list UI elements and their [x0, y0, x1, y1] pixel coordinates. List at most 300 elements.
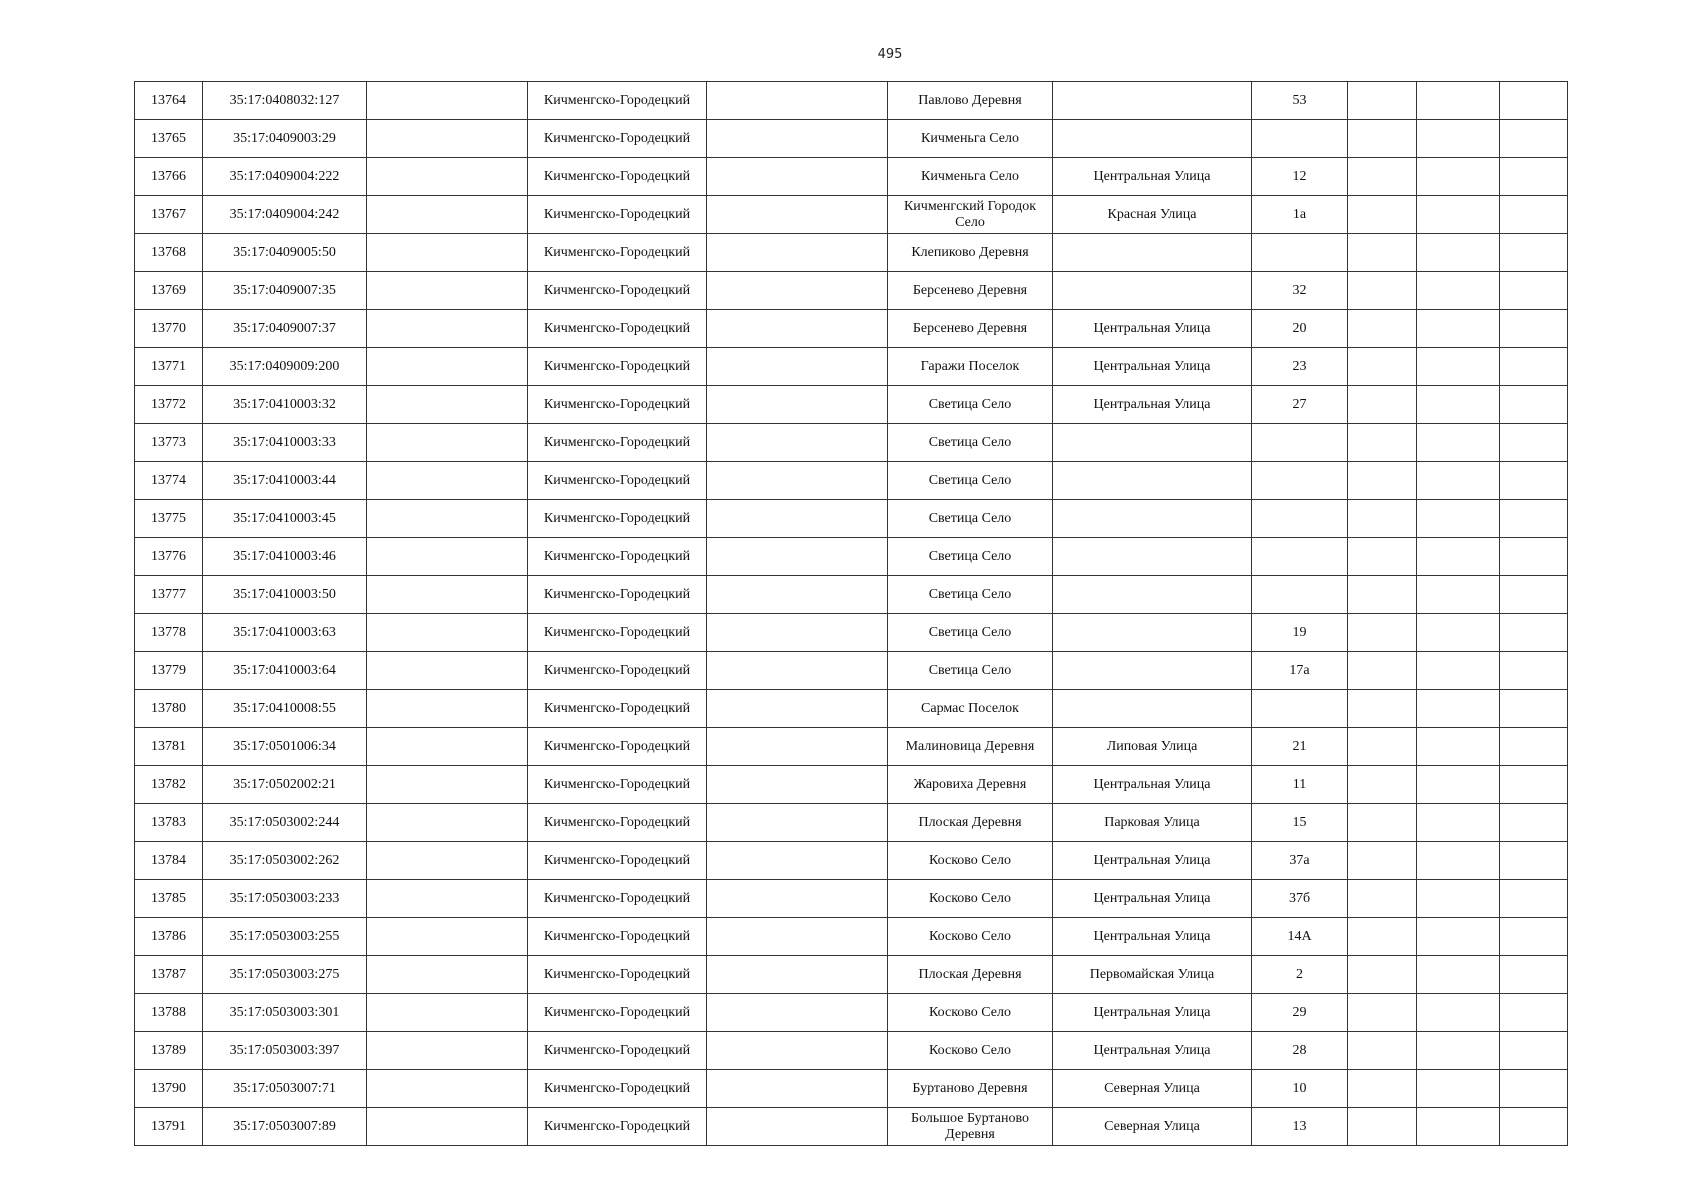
- cell-house-number: 1а: [1252, 196, 1348, 234]
- cell-settlement: Берсенево Деревня: [888, 272, 1053, 310]
- cell-column-11: [1500, 1070, 1568, 1108]
- cell-row-number: 13767: [135, 196, 203, 234]
- cell-row-number: 13777: [135, 576, 203, 614]
- table-row: [135, 310, 1568, 348]
- cell-district: Кичменгско-Городецкий: [528, 804, 707, 842]
- cell-row-number: 13785: [135, 880, 203, 918]
- cell-row-number: 13768: [135, 234, 203, 272]
- cell-district: Кичменгско-Городецкий: [528, 728, 707, 766]
- cell-column-10: [1417, 348, 1500, 386]
- cell-cadastral-number: 35:17:0503007:71: [203, 1070, 367, 1108]
- registry-table: [134, 81, 1568, 1146]
- cell-column-5: [707, 234, 888, 272]
- cell-cadastral-number: 35:17:0503003:275: [203, 956, 367, 994]
- table-row: [135, 348, 1568, 386]
- cell-cadastral-number: 35:17:0503003:233: [203, 880, 367, 918]
- cell-row-number: 13776: [135, 538, 203, 576]
- cell-row-number: 13771: [135, 348, 203, 386]
- cell-settlement: Кичменьга Село: [888, 120, 1053, 158]
- table-row: [135, 842, 1568, 880]
- cell-column-9: [1348, 728, 1417, 766]
- cell-column-10: [1417, 120, 1500, 158]
- cell-row-number: 13770: [135, 310, 203, 348]
- cell-column-3: [367, 842, 528, 880]
- cell-district: Кичменгско-Городецкий: [528, 918, 707, 956]
- table-row: [135, 538, 1568, 576]
- cell-settlement: Светица Село: [888, 500, 1053, 538]
- cell-column-5: [707, 424, 888, 462]
- cell-district: Кичменгско-Городецкий: [528, 386, 707, 424]
- cell-row-number: 13779: [135, 652, 203, 690]
- cell-cadastral-number: 35:17:0409009:200: [203, 348, 367, 386]
- cell-cadastral-number: 35:17:0410003:64: [203, 652, 367, 690]
- cell-street: Центральная Улица: [1053, 1032, 1252, 1070]
- cell-column-9: [1348, 120, 1417, 158]
- cell-column-5: [707, 766, 888, 804]
- cell-column-11: [1500, 234, 1568, 272]
- cell-column-10: [1417, 690, 1500, 728]
- cell-district: Кичменгско-Городецкий: [528, 196, 707, 234]
- cell-district: Кичменгско-Городецкий: [528, 690, 707, 728]
- cell-column-11: [1500, 1108, 1568, 1146]
- cell-cadastral-number: 35:17:0409007:37: [203, 310, 367, 348]
- cell-column-11: [1500, 386, 1568, 424]
- cell-column-10: [1417, 462, 1500, 500]
- cell-house-number: 13: [1252, 1108, 1348, 1146]
- cell-column-9: [1348, 462, 1417, 500]
- cell-column-11: [1500, 538, 1568, 576]
- cell-column-10: [1417, 538, 1500, 576]
- cell-street: Красная Улица: [1053, 196, 1252, 234]
- cell-column-3: [367, 310, 528, 348]
- cell-column-5: [707, 1108, 888, 1146]
- cell-column-10: [1417, 728, 1500, 766]
- table-row: [135, 652, 1568, 690]
- cell-column-10: [1417, 234, 1500, 272]
- cell-settlement: Малиновица Деревня: [888, 728, 1053, 766]
- cell-street: Северная Улица: [1053, 1108, 1252, 1146]
- cell-column-3: [367, 766, 528, 804]
- table-row: [135, 82, 1568, 120]
- table-row: [135, 424, 1568, 462]
- cell-street: [1053, 462, 1252, 500]
- table-row: [135, 576, 1568, 614]
- cell-house-number: 17а: [1252, 652, 1348, 690]
- cell-house-number: [1252, 538, 1348, 576]
- cell-column-9: [1348, 614, 1417, 652]
- cell-settlement: Светица Село: [888, 652, 1053, 690]
- cell-row-number: 13790: [135, 1070, 203, 1108]
- cell-row-number: 13774: [135, 462, 203, 500]
- cell-column-3: [367, 652, 528, 690]
- cell-street: [1053, 614, 1252, 652]
- cell-column-11: [1500, 880, 1568, 918]
- cell-settlement: Буртаново Деревня: [888, 1070, 1053, 1108]
- cell-district: Кичменгско-Городецкий: [528, 120, 707, 158]
- cell-column-9: [1348, 842, 1417, 880]
- cell-house-number: 15: [1252, 804, 1348, 842]
- cell-column-10: [1417, 1032, 1500, 1070]
- cell-house-number: 14А: [1252, 918, 1348, 956]
- cell-house-number: 29: [1252, 994, 1348, 1032]
- cell-column-3: [367, 956, 528, 994]
- cell-column-9: [1348, 272, 1417, 310]
- cell-house-number: 19: [1252, 614, 1348, 652]
- cell-district: Кичменгско-Городецкий: [528, 880, 707, 918]
- cell-row-number: 13786: [135, 918, 203, 956]
- cell-column-5: [707, 272, 888, 310]
- cell-column-3: [367, 272, 528, 310]
- cell-column-11: [1500, 576, 1568, 614]
- cell-house-number: 12: [1252, 158, 1348, 196]
- cell-district: Кичменгско-Городецкий: [528, 994, 707, 1032]
- cell-house-number: [1252, 576, 1348, 614]
- cell-column-3: [367, 728, 528, 766]
- cell-column-5: [707, 842, 888, 880]
- cell-column-9: [1348, 82, 1417, 120]
- table-row: [135, 728, 1568, 766]
- cell-house-number: [1252, 424, 1348, 462]
- cell-row-number: 13781: [135, 728, 203, 766]
- cell-column-3: [367, 348, 528, 386]
- cell-column-9: [1348, 652, 1417, 690]
- cell-row-number: 13784: [135, 842, 203, 880]
- cell-column-10: [1417, 272, 1500, 310]
- cell-column-5: [707, 1032, 888, 1070]
- table-row: [135, 1032, 1568, 1070]
- cell-district: Кичменгско-Городецкий: [528, 1032, 707, 1070]
- cell-cadastral-number: 35:17:0408032:127: [203, 82, 367, 120]
- cell-row-number: 13788: [135, 994, 203, 1032]
- cell-column-5: [707, 956, 888, 994]
- cell-settlement: Плоская Деревня: [888, 956, 1053, 994]
- cell-district: Кичменгско-Городецкий: [528, 310, 707, 348]
- cell-house-number: 37а: [1252, 842, 1348, 880]
- cell-column-5: [707, 462, 888, 500]
- cell-street: Центральная Улица: [1053, 766, 1252, 804]
- table-row: [135, 1108, 1568, 1146]
- cell-district: Кичменгско-Городецкий: [528, 272, 707, 310]
- cell-cadastral-number: 35:17:0503003:397: [203, 1032, 367, 1070]
- cell-column-5: [707, 652, 888, 690]
- cell-column-10: [1417, 500, 1500, 538]
- cell-column-10: [1417, 614, 1500, 652]
- cell-cadastral-number: 35:17:0503002:262: [203, 842, 367, 880]
- cell-house-number: [1252, 234, 1348, 272]
- cell-column-11: [1500, 804, 1568, 842]
- cell-column-3: [367, 690, 528, 728]
- table-row: [135, 158, 1568, 196]
- cell-column-10: [1417, 804, 1500, 842]
- cell-column-3: [367, 538, 528, 576]
- cell-street: Липовая Улица: [1053, 728, 1252, 766]
- cell-column-10: [1417, 196, 1500, 234]
- cell-street: [1053, 500, 1252, 538]
- table-row: [135, 918, 1568, 956]
- cell-column-10: [1417, 158, 1500, 196]
- cell-column-9: [1348, 804, 1417, 842]
- cell-column-9: [1348, 576, 1417, 614]
- cell-settlement: Жаровиха Деревня: [888, 766, 1053, 804]
- cell-row-number: 13769: [135, 272, 203, 310]
- cell-column-9: [1348, 956, 1417, 994]
- cell-house-number: [1252, 500, 1348, 538]
- cell-district: Кичменгско-Городецкий: [528, 652, 707, 690]
- cell-row-number: 13782: [135, 766, 203, 804]
- cell-street: Центральная Улица: [1053, 880, 1252, 918]
- cell-settlement: Светица Село: [888, 614, 1053, 652]
- cell-column-11: [1500, 158, 1568, 196]
- cell-cadastral-number: 35:17:0409003:29: [203, 120, 367, 158]
- table-row: [135, 804, 1568, 842]
- cell-house-number: 27: [1252, 386, 1348, 424]
- cell-column-3: [367, 1070, 528, 1108]
- cell-cadastral-number: 35:17:0502002:21: [203, 766, 367, 804]
- cell-cadastral-number: 35:17:0409005:50: [203, 234, 367, 272]
- cell-settlement: Косково Село: [888, 880, 1053, 918]
- cell-district: Кичменгско-Городецкий: [528, 766, 707, 804]
- cell-house-number: 21: [1252, 728, 1348, 766]
- cell-column-3: [367, 120, 528, 158]
- table-row: [135, 956, 1568, 994]
- cell-district: Кичменгско-Городецкий: [528, 1108, 707, 1146]
- table-row: [135, 1070, 1568, 1108]
- cell-column-9: [1348, 386, 1417, 424]
- cell-column-5: [707, 348, 888, 386]
- cell-row-number: 13764: [135, 82, 203, 120]
- cell-column-10: [1417, 994, 1500, 1032]
- table-row: [135, 880, 1568, 918]
- cell-district: Кичменгско-Городецкий: [528, 82, 707, 120]
- cell-column-11: [1500, 1032, 1568, 1070]
- cell-row-number: 13772: [135, 386, 203, 424]
- cell-cadastral-number: 35:17:0410003:50: [203, 576, 367, 614]
- cell-column-9: [1348, 196, 1417, 234]
- page-number: 495: [877, 47, 903, 62]
- cell-row-number: 13778: [135, 614, 203, 652]
- cell-column-3: [367, 82, 528, 120]
- cell-column-11: [1500, 82, 1568, 120]
- cell-column-11: [1500, 120, 1568, 158]
- table-row: [135, 994, 1568, 1032]
- cell-district: Кичменгско-Городецкий: [528, 158, 707, 196]
- cell-cadastral-number: 35:17:0501006:34: [203, 728, 367, 766]
- cell-street: Центральная Улица: [1053, 386, 1252, 424]
- cell-column-3: [367, 1032, 528, 1070]
- cell-column-11: [1500, 956, 1568, 994]
- cell-column-11: [1500, 652, 1568, 690]
- cell-settlement: Клепиково Деревня: [888, 234, 1053, 272]
- cell-house-number: 20: [1252, 310, 1348, 348]
- table-row: [135, 196, 1568, 234]
- cell-column-10: [1417, 576, 1500, 614]
- cell-column-3: [367, 918, 528, 956]
- cell-column-9: [1348, 1032, 1417, 1070]
- cell-cadastral-number: 35:17:0503003:255: [203, 918, 367, 956]
- cell-house-number: 32: [1252, 272, 1348, 310]
- cell-settlement: Косково Село: [888, 1032, 1053, 1070]
- cell-cadastral-number: 35:17:0503003:301: [203, 994, 367, 1032]
- cell-row-number: 13787: [135, 956, 203, 994]
- cell-column-11: [1500, 728, 1568, 766]
- cell-settlement: Светица Село: [888, 538, 1053, 576]
- cell-cadastral-number: 35:17:0410003:32: [203, 386, 367, 424]
- cell-house-number: 28: [1252, 1032, 1348, 1070]
- cell-column-10: [1417, 1070, 1500, 1108]
- cell-column-11: [1500, 994, 1568, 1032]
- cell-column-3: [367, 196, 528, 234]
- cell-column-3: [367, 614, 528, 652]
- cell-column-3: [367, 804, 528, 842]
- cell-row-number: 13773: [135, 424, 203, 462]
- cell-column-10: [1417, 842, 1500, 880]
- cell-row-number: 13789: [135, 1032, 203, 1070]
- cell-column-3: [367, 880, 528, 918]
- cell-cadastral-number: 35:17:0410003:33: [203, 424, 367, 462]
- cell-row-number: 13765: [135, 120, 203, 158]
- cell-street: [1053, 538, 1252, 576]
- cell-cadastral-number: 35:17:0410008:55: [203, 690, 367, 728]
- cell-street: [1053, 652, 1252, 690]
- cell-column-3: [367, 500, 528, 538]
- cell-district: Кичменгско-Городецкий: [528, 462, 707, 500]
- cell-column-3: [367, 386, 528, 424]
- cell-column-3: [367, 994, 528, 1032]
- cell-street: Центральная Улица: [1053, 994, 1252, 1032]
- cell-street: Центральная Улица: [1053, 310, 1252, 348]
- cell-house-number: [1252, 120, 1348, 158]
- cell-column-9: [1348, 766, 1417, 804]
- table-row: [135, 614, 1568, 652]
- cell-district: Кичменгско-Городецкий: [528, 1070, 707, 1108]
- cell-column-9: [1348, 424, 1417, 462]
- cell-column-9: [1348, 918, 1417, 956]
- cell-column-5: [707, 690, 888, 728]
- cell-column-11: [1500, 500, 1568, 538]
- registry-table-body: [135, 82, 1568, 1146]
- cell-street: [1053, 234, 1252, 272]
- cell-column-3: [367, 424, 528, 462]
- cell-column-11: [1500, 272, 1568, 310]
- cell-settlement: Светица Село: [888, 424, 1053, 462]
- cell-settlement: Павлово Деревня: [888, 82, 1053, 120]
- cell-column-5: [707, 538, 888, 576]
- cell-cadastral-number: 35:17:0409007:35: [203, 272, 367, 310]
- cell-street: [1053, 424, 1252, 462]
- cell-cadastral-number: 35:17:0503002:244: [203, 804, 367, 842]
- cell-column-9: [1348, 310, 1417, 348]
- cell-district: Кичменгско-Городецкий: [528, 424, 707, 462]
- cell-column-9: [1348, 348, 1417, 386]
- cell-column-9: [1348, 1070, 1417, 1108]
- cell-house-number: 11: [1252, 766, 1348, 804]
- cell-column-3: [367, 462, 528, 500]
- cell-column-5: [707, 158, 888, 196]
- cell-cadastral-number: 35:17:0410003:44: [203, 462, 367, 500]
- cell-settlement: Светица Село: [888, 576, 1053, 614]
- cell-column-11: [1500, 918, 1568, 956]
- cell-column-9: [1348, 500, 1417, 538]
- cell-settlement: Сармас Поселок: [888, 690, 1053, 728]
- cell-column-5: [707, 386, 888, 424]
- cell-column-3: [367, 576, 528, 614]
- cell-street: Первомайская Улица: [1053, 956, 1252, 994]
- cell-row-number: 13775: [135, 500, 203, 538]
- table-row: [135, 500, 1568, 538]
- cell-street: Центральная Улица: [1053, 842, 1252, 880]
- cell-column-10: [1417, 956, 1500, 994]
- cell-column-5: [707, 120, 888, 158]
- cell-row-number: 13766: [135, 158, 203, 196]
- cell-house-number: [1252, 690, 1348, 728]
- cell-house-number: 37б: [1252, 880, 1348, 918]
- cell-district: Кичменгско-Городецкий: [528, 842, 707, 880]
- cell-street: [1053, 82, 1252, 120]
- cell-cadastral-number: 35:17:0409004:242: [203, 196, 367, 234]
- cell-street: Центральная Улица: [1053, 158, 1252, 196]
- table-row: [135, 462, 1568, 500]
- cell-column-10: [1417, 652, 1500, 690]
- cell-column-11: [1500, 690, 1568, 728]
- cell-cadastral-number: 35:17:0410003:45: [203, 500, 367, 538]
- cell-settlement: Берсенево Деревня: [888, 310, 1053, 348]
- cell-settlement: Косково Село: [888, 994, 1053, 1032]
- cell-district: Кичменгско-Городецкий: [528, 576, 707, 614]
- cell-row-number: 13783: [135, 804, 203, 842]
- cell-column-11: [1500, 842, 1568, 880]
- cell-column-10: [1417, 386, 1500, 424]
- cell-column-10: [1417, 918, 1500, 956]
- cell-street: [1053, 272, 1252, 310]
- cell-settlement: Косково Село: [888, 842, 1053, 880]
- cell-column-5: [707, 804, 888, 842]
- cell-column-11: [1500, 462, 1568, 500]
- cell-district: Кичменгско-Городецкий: [528, 538, 707, 576]
- table-row: [135, 386, 1568, 424]
- cell-house-number: 10: [1252, 1070, 1348, 1108]
- cell-column-11: [1500, 424, 1568, 462]
- cell-settlement: Кичменгский Городок Село: [888, 196, 1053, 234]
- cell-cadastral-number: 35:17:0503007:89: [203, 1108, 367, 1146]
- cell-house-number: 53: [1252, 82, 1348, 120]
- cell-house-number: [1252, 462, 1348, 500]
- cell-column-11: [1500, 348, 1568, 386]
- cell-house-number: 23: [1252, 348, 1348, 386]
- cell-column-3: [367, 234, 528, 272]
- cell-district: Кичменгско-Городецкий: [528, 614, 707, 652]
- cell-column-9: [1348, 880, 1417, 918]
- cell-district: Кичменгско-Городецкий: [528, 956, 707, 994]
- cell-street: [1053, 576, 1252, 614]
- cell-settlement: Светица Село: [888, 462, 1053, 500]
- cell-street: [1053, 690, 1252, 728]
- table-row: [135, 120, 1568, 158]
- cell-row-number: 13791: [135, 1108, 203, 1146]
- cell-cadastral-number: 35:17:0410003:46: [203, 538, 367, 576]
- table-row: [135, 766, 1568, 804]
- cell-row-number: 13780: [135, 690, 203, 728]
- cell-column-9: [1348, 994, 1417, 1032]
- cell-column-5: [707, 728, 888, 766]
- cell-column-9: [1348, 538, 1417, 576]
- cell-settlement: Гаражи Поселок: [888, 348, 1053, 386]
- cell-column-11: [1500, 310, 1568, 348]
- cell-settlement: Кичменьга Село: [888, 158, 1053, 196]
- cell-column-10: [1417, 1108, 1500, 1146]
- cell-street: Северная Улица: [1053, 1070, 1252, 1108]
- cell-column-11: [1500, 614, 1568, 652]
- cell-settlement: Косково Село: [888, 918, 1053, 956]
